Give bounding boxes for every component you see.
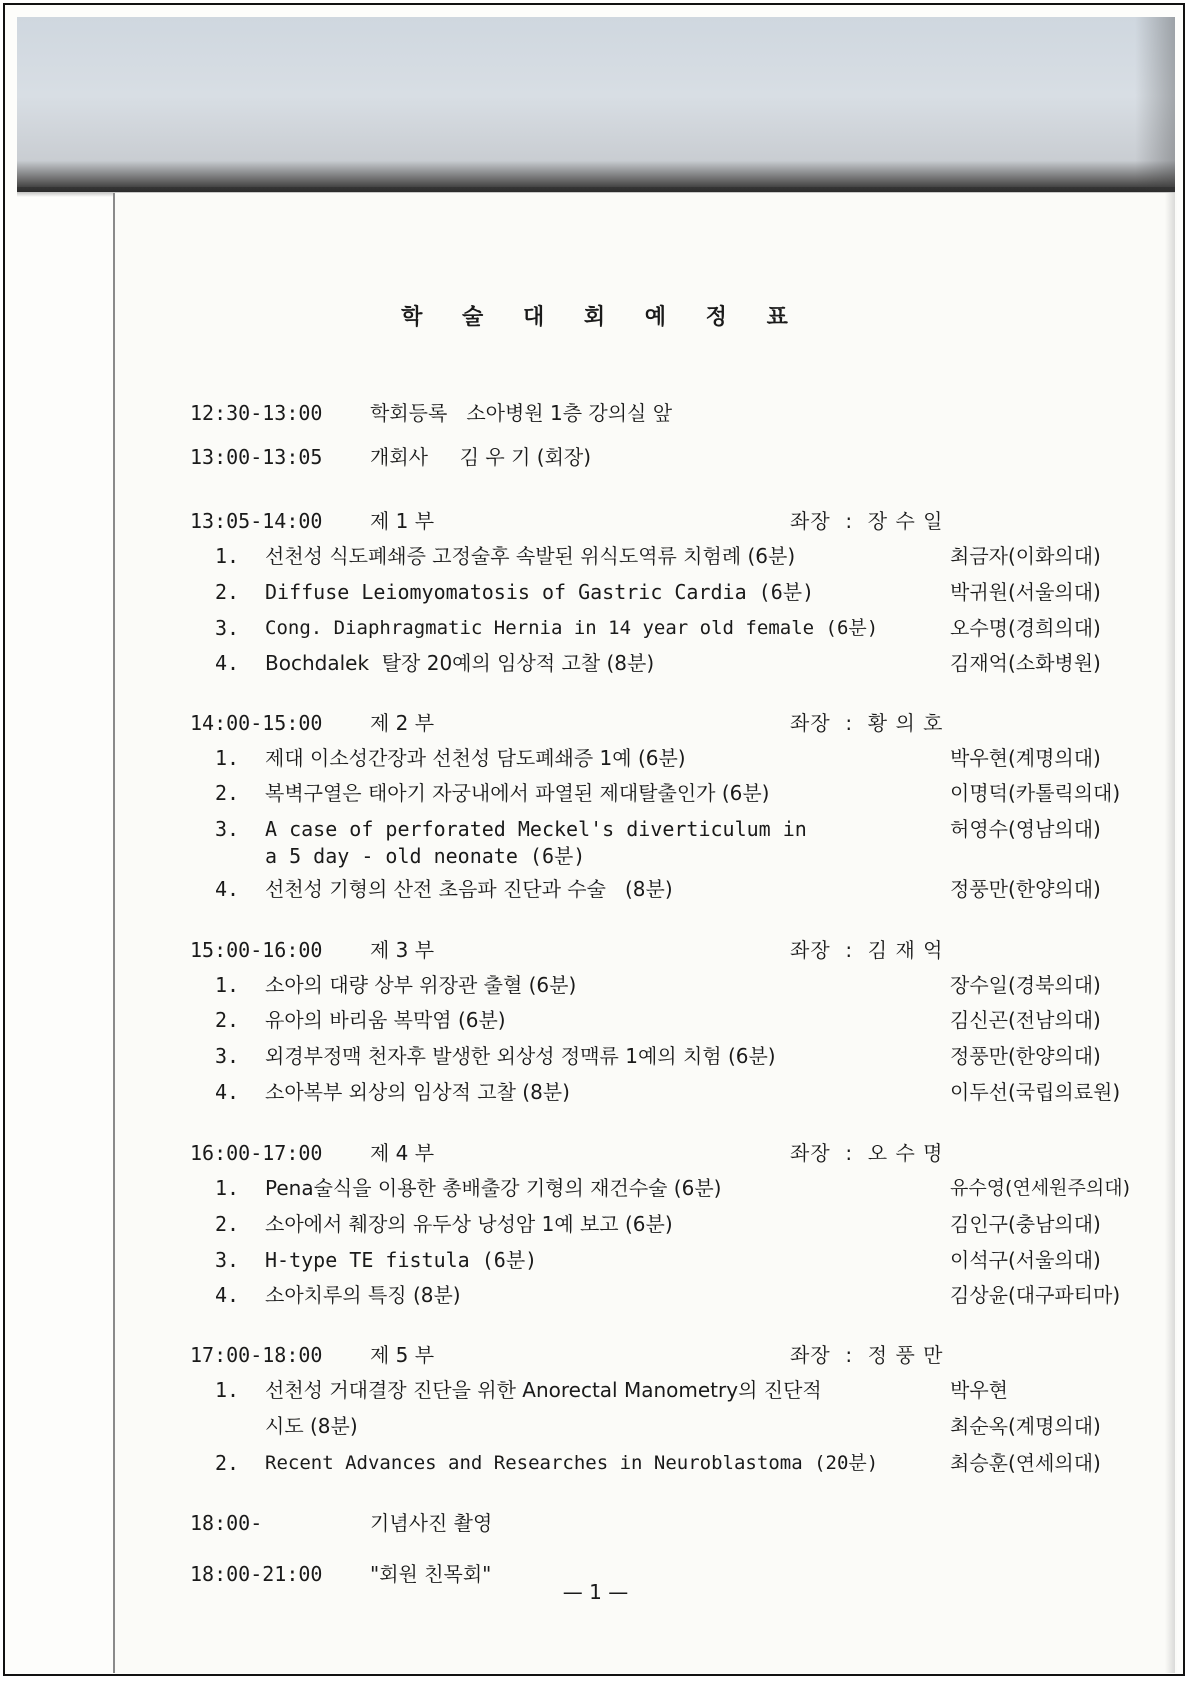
item-title: Recent Advances and Researches in Neuroblastoma (20분) [265,1452,879,1474]
item-presenter: 정풍만(한양의대) [950,1044,1101,1068]
item-title-line2: a 5 day - old neonate (6분) [265,844,586,868]
item-title: 선천성 거대결장 진단을 위한 Anorectal Manometry의 진단적 [265,1378,822,1402]
item-number: 2. [215,1008,240,1032]
item-title: 소아의 대량 상부 위장관 출혈 (6분) [265,973,577,997]
scanner-backdrop [17,17,1175,192]
session-chair: 좌장 : 장 수 일 [790,509,944,533]
item-number: 3. [215,1248,240,1272]
item-title: 제대 이소성간장과 선천성 담도폐쇄증 1예 (6분) [265,746,686,770]
item-title: 소아복부 외상의 임상적 고찰 (8분) [265,1080,570,1104]
session-name: 제 1 부 [370,509,435,533]
session-name: 제 2 부 [370,711,435,735]
item-title-line2: 시도 (8분) [265,1414,358,1438]
item-title: 소아치루의 특징 (8분) [265,1283,461,1307]
item-number: 3. [215,1044,240,1068]
item-presenter: 이두선(국립의료원) [950,1080,1121,1104]
item-presenter: 김신곤(전남의대) [950,1008,1101,1032]
scanner-backdrop-edge [1135,17,1175,192]
item-number: 4. [215,1283,240,1307]
session-time: 16:00-17:00 [190,1141,323,1165]
item-title: Pena술식을 이용한 총배출강 기형의 재건수술 (6분) [265,1176,722,1200]
item-number: 2. [215,580,240,604]
item-title: Bochdalek 탈장 20예의 임상적 고찰 (8분) [265,651,655,675]
session-name: 제 3 부 [370,938,435,962]
item-presenter: 오수명(경희의대) [950,616,1101,640]
session-chair: 좌장 : 오 수 명 [790,1141,944,1165]
row-time: 13:00-13:05 [190,445,323,469]
row-text: 기념사진 촬영 [370,1511,493,1535]
session-chair: 좌장 : 김 재 억 [790,938,944,962]
item-title: Diffuse Leiomyomatosis of Gastric Cardia (6분) [265,580,815,604]
item-title: 선천성 기형의 산전 초음파 진단과 수술 (8분) [265,877,673,901]
row-text: "회원 친목회" [370,1562,492,1586]
item-number: 4. [215,651,240,675]
session-time: 13:05-14:00 [190,509,323,533]
item-presenter-2: 최순옥(계명의대) [950,1414,1101,1438]
item-number: 1. [215,746,240,770]
item-presenter: 박귀원(서울의대) [950,580,1101,604]
item-presenter: 이석구(서울의대) [950,1248,1101,1272]
item-title: 유아의 바리움 복막염 (6분) [265,1008,506,1032]
item-title: 복벽구열은 태아기 자궁내에서 파열된 제대탈출인가 (6분) [265,781,770,805]
item-presenter: 최금자(이화의대) [950,544,1101,568]
row-text: 개회사 김 우 기 (회장) [370,445,592,469]
item-number: 1. [215,1176,240,1200]
item-presenter: 장수일(경북의대) [950,973,1101,997]
item-title: 외경부정맥 천자후 발생한 외상성 정맥류 1예의 치험 (6분) [265,1044,776,1068]
item-number: 3. [215,616,240,640]
item-presenter: 이명덕(카톨릭의대) [950,781,1121,805]
item-presenter: 정풍만(한양의대) [950,877,1101,901]
item-presenter: 김인구(충남의대) [950,1212,1101,1236]
item-presenter: 김재억(소화병원) [950,651,1101,675]
item-presenter: 김상윤(대구파티마) [950,1283,1121,1307]
session-chair: 좌장 : 황 의 호 [790,711,944,735]
page-number: — 1 — [562,1580,629,1604]
item-number: 4. [215,877,240,901]
item-number: 1. [215,1378,240,1402]
item-title: A case of perforated Meckel's diverticulum in [265,817,807,841]
item-number: 4. [215,1080,240,1104]
item-presenter: 박우현 [950,1378,1008,1402]
session-time: 14:00-15:00 [190,711,323,735]
session-time: 15:00-16:00 [190,938,323,962]
session-chair: 좌장 : 정 풍 만 [790,1343,944,1367]
session-time: 17:00-18:00 [190,1343,323,1367]
item-title: 선천성 식도폐쇄증 고정술후 속발된 위식도역류 치험례 (6분) [265,544,796,568]
row-time: 18:00-21:00 [190,1562,323,1586]
item-title: Cong. Diaphragmatic Hernia in 14 year old female (6분) [265,617,879,639]
row-time: 12:30-13:00 [190,401,323,425]
session-name: 제 4 부 [370,1141,435,1165]
session-name: 제 5 부 [370,1343,435,1367]
item-number: 2. [215,1212,240,1236]
paper-right-edge [1165,193,1175,1673]
row-time: 18:00- [190,1511,263,1535]
item-number: 2. [215,781,240,805]
item-presenter: 박우현(계명의대) [950,746,1101,770]
item-number: 2. [215,1451,240,1475]
item-presenter: 최승훈(연세의대) [950,1451,1101,1475]
item-title: 소아에서 췌장의 유두상 낭성암 1예 보고 (6분) [265,1212,673,1236]
item-presenter: 허영수(영남의대) [950,817,1101,841]
item-title: H-type TE fistula (6분) [265,1248,538,1272]
item-presenter: 유수영(연세원주의대) [950,1177,1131,1199]
page-title: 학 술 대 회 예 정 표 [401,305,790,330]
row-text: 학회등록 소아병원 1층 강의실 앞 [370,401,673,425]
item-number: 1. [215,973,240,997]
item-number: 3. [215,817,240,841]
item-number: 1. [215,544,240,568]
